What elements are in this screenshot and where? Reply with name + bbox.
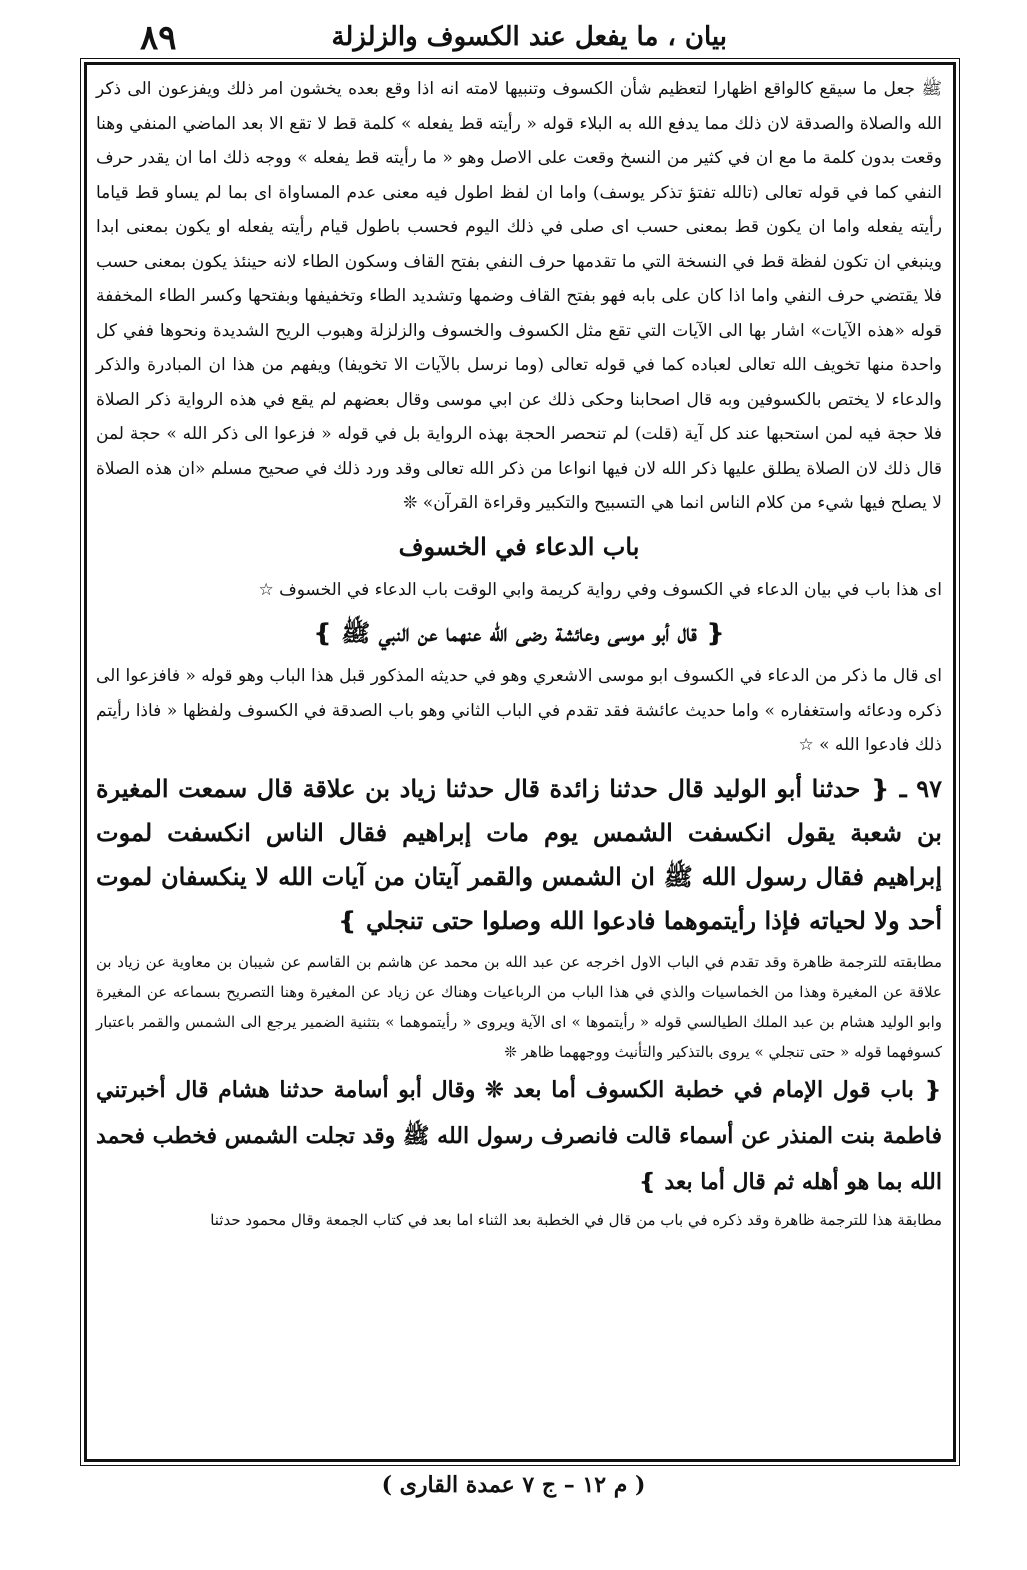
running-title: بيان ، ما يفعل عند الكسوف والزلزلة [331,22,727,52]
page-header [95,18,967,62]
hadith-97-commentary: مطابقته للترجمة ظاهرة وقد تقدم في الباب الاول اخرجه عن عبد الله بن محمد عن هاشم بن القاسم عن شيبان بن معاوية عن زياد بن علاقة عن المغيرة وهذا من الخماسيات والذي في هذا الباب من الرباعيات وهناك عن زياد عن المغيرة وهنا التصريح بسماعه عن المغيرة وابو الوليد هشام بن عبد الملك الطيالسي قوله « رأيتموها » اى الآية ويروى « رأيتموهما » بتثنية الضمير يرجع الى الشمس والقمر باعتبار كسوفهما قوله « حتى تنجلي » يروى بالتذكير والتأنيث ووجههما ظاهر ❊ [96,952,942,1061]
bab-khutba-commentary: مطابقة هذا للترجمة ظاهرة وقد ذكره في باب من قال في الخطبة بعد الثناء اما بعد في كتاب الجمعة وقال محمود حدثنا [210,1210,942,1229]
page-number: ٨٩ [140,18,177,58]
bab-gloss: اى هذا باب في بيان الدعاء في الكسوف وفي رواية كريمة وابي الوقت باب الدعاء في الخسوف ☆ [258,579,942,600]
commentary-paragraph: ﷺ جعل ما سيقع كالواقع اظهارا لتعظيم شأن الكسوف وتنبيها لامته انه اذا وقع بعده يخشون امر ذلك ويفزعون الى ذكر الله والصلاة والصدقة لان ذلك مما يدفع الله به البلاء قوله « رأيته قط يفعله » كلمة قط لا تقع الا بعد الماضي المنفي وهنا وقعت بدون كلمة ما مع ان في كثير من النسخ وقعت على الاصل وهو « ما رأيته قط يفعله » ووجه ذلك اما ان يقدر حرف النفي كما في قوله تعالى (تالله تفتؤ تذكر يوسف) واما ان لفظ اطول فيه معنى عدم المساواة اى بما لم يساو قط قياما رأيته يفعله واما ان يكون قط بمعنى حسب اى صلى في ذلك اليوم فحسب باطول قيام رأيته يفعله او يكون بمعنى ابدا وينبغي ان تكون لفظة قط في النسخة التي ما تقدمها حرف النفي بفتح القاف وسكون الطاء لانه حينئذ يكون بمعنى حسب فلا يقتضي حرف النفي واما اذا كان على بابه فهو بفتح القاف وضمها وتشديد الطاء وتخفيفها وبفتحها وكسر الطاء المخففة قوله «هذه الآيات» اشار بها الى الآيات التي تقع مثل الكسوف والخسوف والزلزلة وهبوب الريح الشديدة ونحوها ففي كل واحدة منها تخويف الله تعالى لعباده كما في قوله تعالى (وما نرسل بالآيات الا تخويفا) ويفهم من هذا ان المبادرة والذكر والدعاء لا يختص بالكسوفين وبه قال اصحابنا وحكى ذلك عن ابي موسى وقال بعضهم لم يقع في هذه الرواية ذكر الصلاة فلا حجة فيه لمن استحبها عند كل آية (قلت) لم تنحصر الحجة بهذه الرواية بل في قوله « فزعوا الى ذكر الله » حجة لمن قال ذلك لان الصلاة يطلق عليها ذكر الله لان فيها انواعا من ذكر الله تعالى وقد ورد ذلك في صحيح مسلم «ان هذه الصلاة لا يصلح فيها شيء من كلام الناس انما هي التسبيح والتكبير وقراءة القرآن» ❊ [96,79,942,513]
bab-title: باب الدعاء في الخسوف [398,531,640,561]
page-content [96,72,942,1235]
footer-signature: ( م ١٢ – ج ٧ عمدة القارى ) [381,1472,646,1498]
bab-text: ❴ قال أبو موسى وعائشة رضى الله عنهما عن النبي ﷺ ❵ [312,618,726,647]
hadith-97: ٩٧ ـ ❴ حدثنا أبو الوليد قال حدثنا زائدة قال حدثنا زياد بن علاقة قال سمعت المغيرة بن شعبة يقول انكسفت الشمس يوم مات إبراهيم فقال الناس انكسفت لموت إبراهيم فقال رسول الله ﷺ ان الشمس والقمر آيتان من آيات الله لا ينكسفان لموت أحد ولا لحياته فإذا رأيتموهما فادعوا الله وصلوا حتى تنجلي ❵ [96,773,942,935]
bab-khutba: ❴ باب قول الإمام في خطبة الكسوف أما بعد ❊ وقال أبو أسامة حدثنا هشام قال أخبرتني فاطمة بنت المنذر عن أسماء قالت فانصرف رسول الله ﷺ وقد تجلت الشمس فخطب فحمد الله بما هو أهله ثم قال أما بعد ❵ [96,1076,942,1195]
bab-commentary: اى قال ما ذكر من الدعاء في الكسوف ابو موسى الاشعري وهو في حديثه المذكور قبل هذا الباب وهو قوله « فافزعوا الى ذكره ودعائه واستغفاره » واما حديث عائشة فقد تقدم في الباب الثاني وهو باب الصدقة في الكسوف ولفظها « فاذا رأيتم ذلك فادعوا الله » ☆ [96,666,942,755]
